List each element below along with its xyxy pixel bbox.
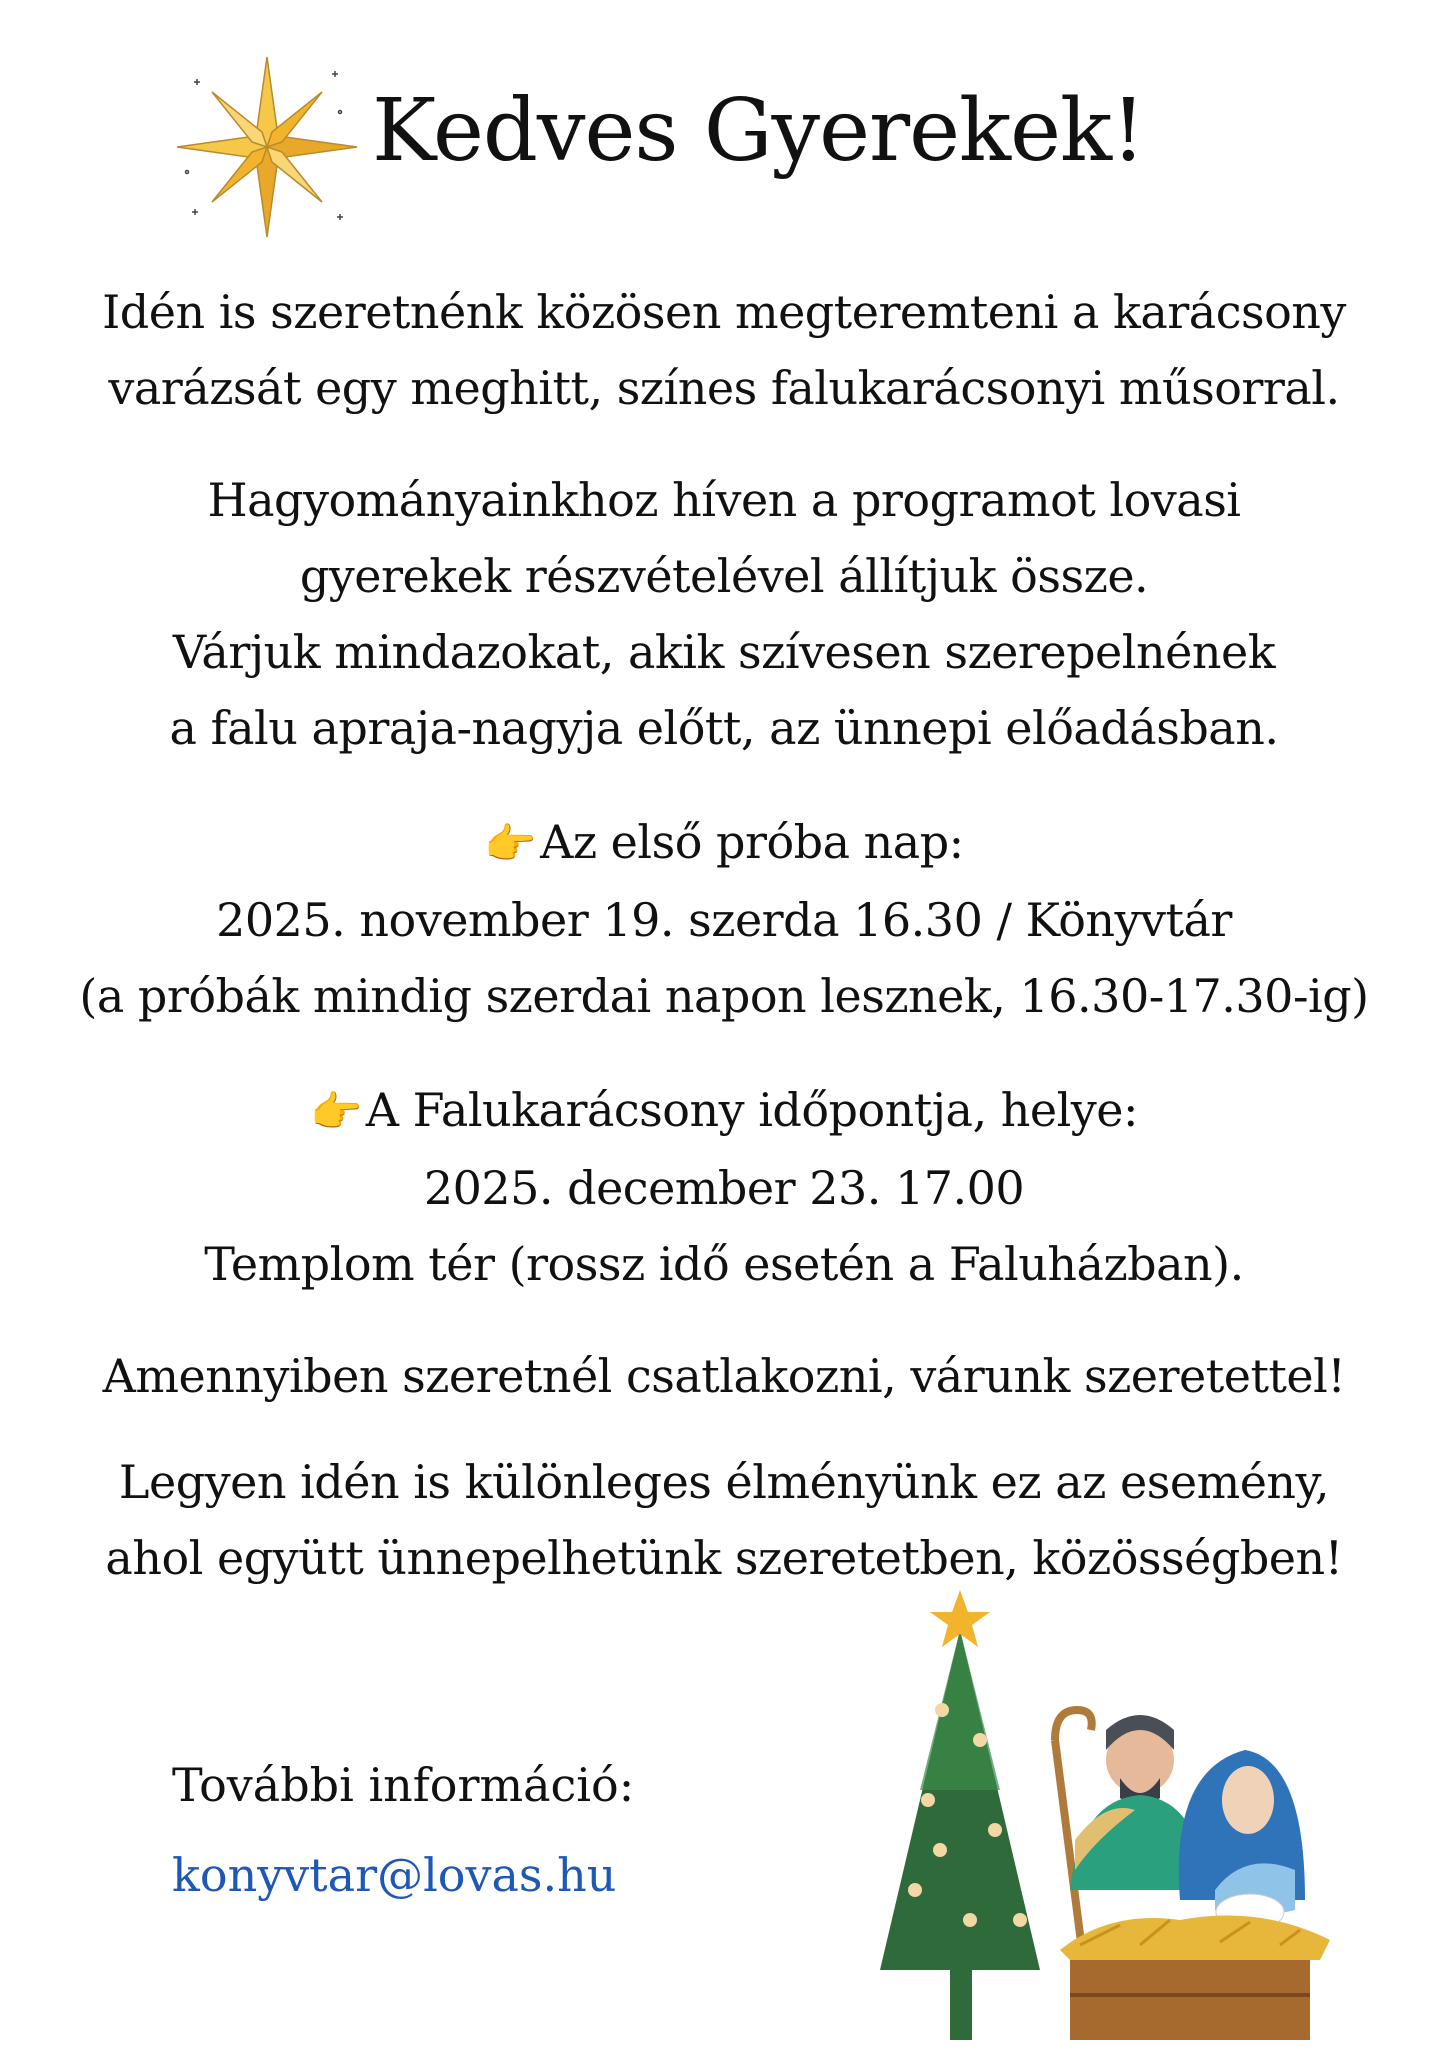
- event-date: 2025. december 23. 17.00: [423, 1161, 1025, 1215]
- intro-paragraph: [0, 274, 1448, 426]
- pointing-hand-icon: 👉: [484, 819, 537, 868]
- join-paragraph: [0, 1338, 1448, 1414]
- event-label: A Falukarácsony időpontja, helye:: [365, 1083, 1138, 1137]
- nativity-illustration: [820, 1590, 1340, 2048]
- christmas-tree-icon: [880, 1590, 1040, 2040]
- invitation-line: gyerekek részvételével állítjuk össze.: [299, 549, 1149, 603]
- intro-line: Idén is szeretnénk közösen megteremteni a karácsony: [102, 285, 1346, 339]
- invitation-line: a falu apraja-nagyja előtt, az ünnepi előadásban.: [169, 701, 1279, 755]
- rehearsal-heading: [0, 804, 1448, 882]
- closing-line: ahol együtt ünnepelhetünk szeretetben, közösségben!: [105, 1531, 1343, 1585]
- rehearsal-note: (a próbák mindig szerdai napon lesznek, 16.30-17.30-ig): [79, 969, 1369, 1023]
- closing-paragraph: [0, 1444, 1448, 1596]
- invitation-line: Hagyományainkhoz híven a programot lovasi: [207, 473, 1241, 527]
- intro-line: varázsát egy meghitt, színes falukarácsonyi műsorral.: [108, 361, 1340, 415]
- event-section: [0, 1072, 1448, 1302]
- pointing-hand-icon: 👉: [309, 1087, 362, 1136]
- contact-info: [172, 1740, 634, 1920]
- christmas-star-icon: [172, 52, 362, 242]
- email-link[interactable]: konyvtar@lovas.hu: [172, 1848, 617, 1902]
- invitation-line: Várjuk mindazokat, akik szívesen szerepelnének: [172, 625, 1276, 679]
- closing-line: Legyen idén is különleges élményünk ez az esemény,: [118, 1455, 1330, 1509]
- invitation-paragraph: [0, 462, 1448, 766]
- page-title: Kedves Gyerekek!: [372, 81, 1145, 181]
- event-heading: [0, 1072, 1448, 1150]
- rehearsal-section: [0, 804, 1448, 1034]
- rehearsal-date: 2025. november 19. szerda 16.30 / Könyvtár: [216, 893, 1232, 947]
- contact-label: További információ:: [172, 1758, 635, 1812]
- join-line: Amennyiben szeretnél csatlakozni, várunk szeretettel!: [102, 1349, 1346, 1403]
- rehearsal-label: Az első próba nap:: [540, 815, 964, 869]
- event-place: Templom tér (rossz idő esetén a Faluházban).: [204, 1237, 1244, 1291]
